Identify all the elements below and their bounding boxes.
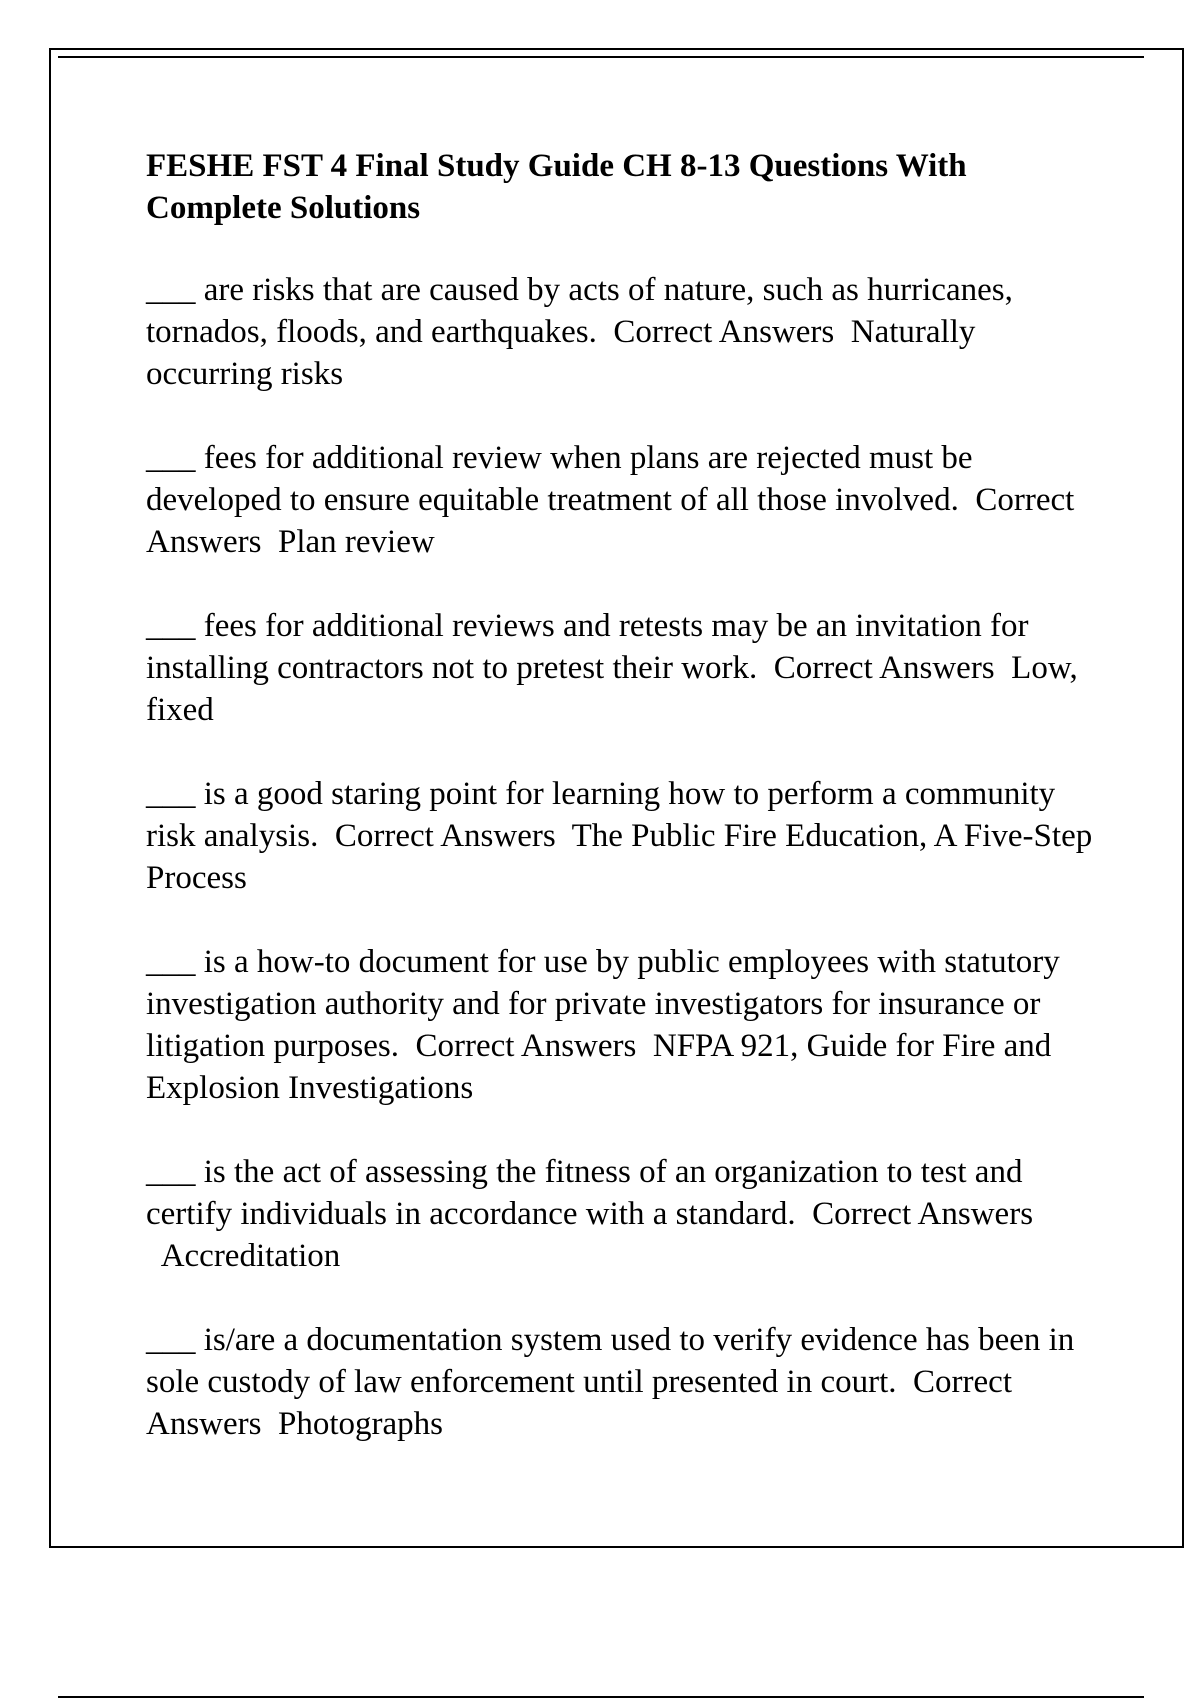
answer-label: Correct Answers [812,1196,1034,1232]
answer-text: Low, fixed [146,650,1078,728]
document-title: FESHE FST 4 Final Study Guide CH 8-13 Questions With Complete Solutions [146,148,967,226]
question-text: ___ fees for additional review when plans are rejected must be developed to ensure equitable treatment of all those involved. [146,440,973,518]
question-text: ___ are risks that are caused by acts of nature, such as hurricanes, tornados, floods, and earthquakes. [146,272,1013,350]
answer-text: NFPA 921, Guide for Fire and Explosion Investigations [146,1028,1052,1106]
question-text: ___ is the act of assessing the fitness of an organization to test and certify individuals in accordance with a standard. [146,1154,1023,1232]
qa-item [146,941,1096,1109]
document-body [146,145,1096,1487]
answer-label: Correct Answers [415,1028,637,1064]
qa-item [146,1319,1096,1445]
answer-text: Plan review [277,524,435,560]
answer-text: The Public Fire Education, A Five-Step Process [146,818,1093,896]
qa-item [146,269,1096,395]
answer-label: Correct Answers [334,818,556,854]
answer-text: Accreditation [160,1238,341,1274]
answer-label: Correct Answers [613,314,835,350]
answer-text: Naturally occurring risks [146,314,976,392]
bottom-rule [58,1696,1144,1698]
qa-item [146,605,1096,731]
qa-item [146,437,1096,563]
question-text: ___ is/are a documentation system used to verify evidence has been in sole custody of law enforcement until presented in court. [146,1322,1075,1400]
question-text: ___ is a good staring point for learning how to perform a community risk analysis. [146,776,1056,854]
qa-item [146,773,1096,899]
answer-label: Correct Answers [146,1364,1012,1442]
answer-label: Correct Answers [146,482,1075,560]
question-text: ___ is a how-to document for use by public employees with statutory investigation authority and for private investigators for insurance or litigation purposes. [146,944,1060,1064]
answer-text: Photographs [277,1406,443,1442]
answer-label: Correct Answers [773,650,995,686]
qa-item [146,1151,1096,1277]
question-text: ___ fees for additional reviews and retests may be an invitation for installing contractors not to pretest their work. [146,608,1029,686]
